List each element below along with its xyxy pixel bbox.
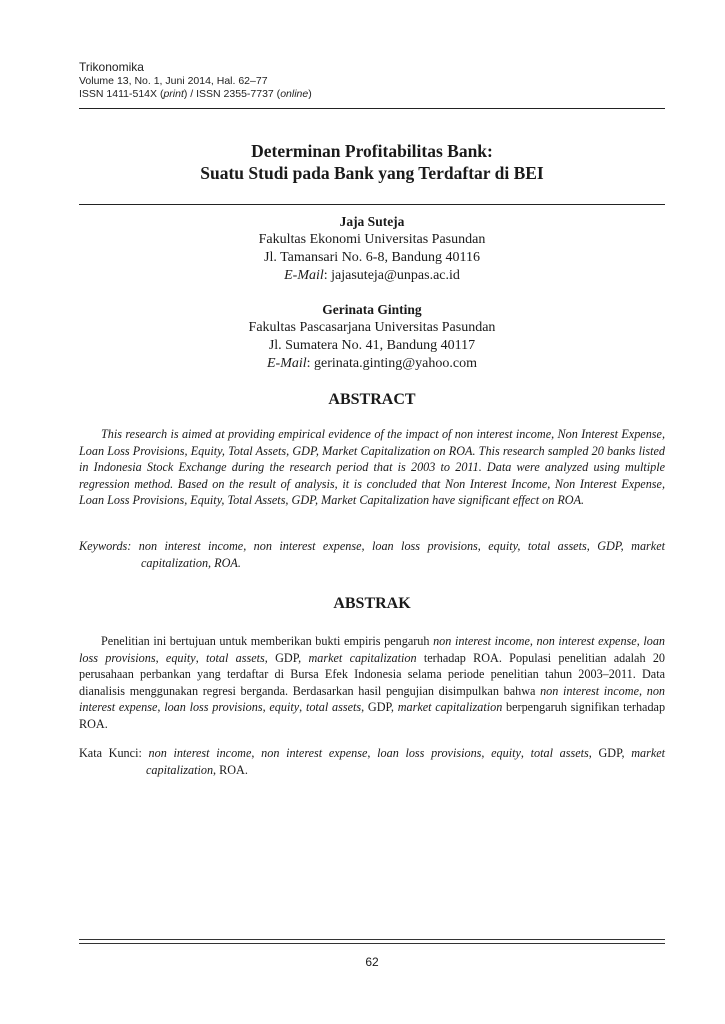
author-block-2 xyxy=(79,301,665,373)
author-name: Gerinata Ginting xyxy=(322,302,422,317)
abstrak-heading: ABSTRAK xyxy=(333,595,411,612)
title-rule xyxy=(79,204,665,205)
journal-name: Trikonomika xyxy=(79,60,144,74)
title-line-1: Determinan Profitabilitas Bank: xyxy=(251,141,493,161)
kata-kunci: Kata Kunci: non interest income, non interest expense, loan loss provisions, equity, total assets, GDP, market capitalization, ROA. xyxy=(79,746,666,777)
abstract-text: This research is aimed at providing empirical evidence of the impact of non interest income, Non Interest Expense, Loan Loss Provisions, Equity, Total Assets, GDP, Market Capitalization on ROA. This research sampled 20 banks listed in Indonesia Stock Exchange during the research period that is 2003 to 2011. Data were analyzed using multiple regression method. Based on the result of analysis, it is concluded that Non Interest Income, Non Interest Expense, Loan Loss Provisions, Equity, Total Assets, GDP, Market Capitalization have significant effect on ROA. xyxy=(79,427,665,508)
page-number: 62 xyxy=(365,955,379,969)
author-block-1 xyxy=(79,213,665,285)
author-affiliation: Fakultas Pascasarjana Universitas Pasundan xyxy=(248,320,496,335)
paper-title xyxy=(79,140,665,184)
author-email: E-Mail: gerinata.ginting@yahoo.com xyxy=(266,356,477,371)
author-affiliation: Fakultas Ekonomi Universitas Pasundan xyxy=(258,232,486,247)
abstract-heading: ABSTRACT xyxy=(328,391,416,408)
journal-header xyxy=(79,60,665,101)
title-line-2: Suatu Studi pada Bank yang Terdaftar di BEI xyxy=(200,163,544,183)
author-address: Jl. Sumatera No. 41, Bandung 40117 xyxy=(268,338,476,353)
author-name: Jaja Suteja xyxy=(339,214,405,229)
journal-volume: Volume 13, No. 1, Juni 2014, Hal. 62–77 xyxy=(79,75,268,87)
author-email: E-Mail: jajasuteja@unpas.ac.id xyxy=(284,268,460,283)
abstract-keywords: Keywords: non interest income, non interest expense, loan loss provisions, equity, total assets, GDP, market capitalization, ROA. xyxy=(79,539,665,570)
journal-issn: ISSN 1411-514X (print) / ISSN 2355-7737 (online) xyxy=(79,88,312,100)
footer-rule xyxy=(79,943,665,944)
abstrak-text: Penelitian ini bertujuan untuk memberikan bukti empiris pengaruh non interest income, non interest expense, loan loss provisions, equity, total assets, GDP, market capitalization terhadap ROA. Populasi penelitian adalah 20 perusahaan perbankan yang terdaftar di Bursa Efek Indonesia selama periode penelitian tahun 2003–2011. Data dianalisis menggunakan regresi berganda. Berdasarkan hasil pengujian disimpulkan bahwa non interest income, non interest expense, loan loss provisions, equity, total assets, GDP, market capitalization berpengaruh signifikan terhadap ROA. xyxy=(79,634,666,731)
header-rule xyxy=(79,108,665,109)
footer-rule xyxy=(79,939,665,940)
author-address: Jl. Tamansari No. 6-8, Bandung 40116 xyxy=(264,250,480,265)
